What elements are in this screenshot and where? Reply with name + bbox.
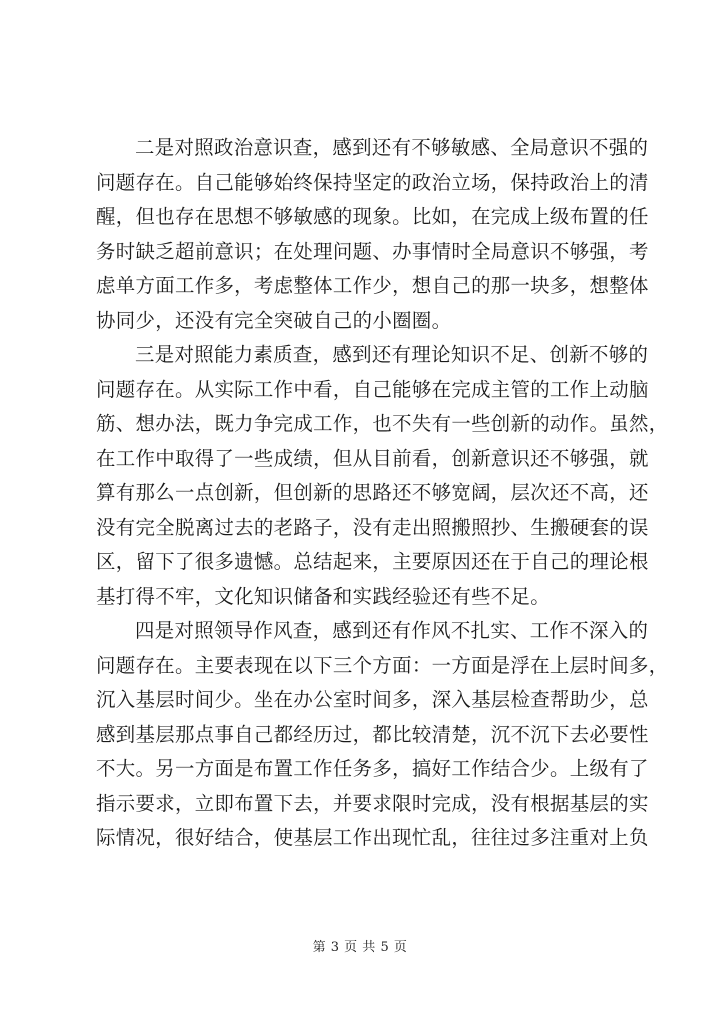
text-line: 问题存在。从实际工作中看，自己能够在完成主管的工作上动脑	[96, 377, 649, 401]
text-line: 问题存在。主要表现在以下三个方面：一方面是浮在上层时间多，	[96, 653, 669, 677]
text-line: 协同少，还没有完全突破自己的小圈圈。	[96, 308, 452, 332]
text-line: 指示要求，立即布置下去，并要求限时完成，没有根据基层的实	[96, 791, 649, 815]
paragraph-ability-quality	[96, 338, 669, 614]
paragraph-political-awareness	[96, 131, 649, 338]
page-number-footer: 第 3 页 共 5 页	[312, 940, 408, 955]
text-line: 感到基层那点事自己都经历过，都比较清楚，沉不沉下去必要性	[96, 722, 649, 746]
text-line: 筋、想办法，既力争完成工作，也不失有一些创新的动作。虽然，	[96, 412, 669, 435]
text-line: 在工作中取得了一些成绩，但从目前看，创新意识还不够强，就	[96, 446, 649, 470]
text-line: 际情况，很好结合，使基层工作出现忙乱，往往过多注重对上负	[96, 826, 649, 849]
text-line: 四是对照领导作风查，感到还有作风不扎实、工作不深入的	[135, 619, 649, 642]
document-body	[96, 131, 669, 856]
text-line: 务时缺乏超前意识；在处理问题、办事情时全局意识不够强，考	[96, 239, 649, 263]
text-line: 醒，但也存在思想不够敏感的现象。比如，在完成上级布置的任	[96, 205, 649, 228]
text-line: 没有完全脱离过去的老路子，没有走出照搬照抄、生搬硬套的误	[96, 515, 649, 539]
text-line: 不大。另一方面是布置工作任务多，搞好工作结合少。上级有了	[96, 757, 649, 780]
text-line: 问题存在。自己能够始终保持坚定的政治立场，保持政治上的清	[96, 170, 649, 194]
text-line: 虑单方面工作多，考虑整体工作少，想自己的那一块多，想整体	[96, 274, 649, 297]
text-line: 二是对照政治意识查，感到还有不够敏感、全局意识不强的	[135, 136, 649, 159]
text-line: 沉入基层时间少。坐在办公室时间多，深入基层检查帮助少，总	[96, 688, 649, 711]
text-line: 三是对照能力素质查，感到还有理论知识不足、创新不够的	[135, 343, 649, 366]
paragraph-leadership-style	[96, 614, 669, 856]
text-line: 算有那么一点创新，但创新的思路还不够宽阔，层次还不高，还	[96, 481, 649, 504]
text-line: 区，留下了很多遗憾。总结起来，主要原因还在于自己的理论根	[96, 550, 649, 573]
text-line: 基打得不牢，文化知识储备和实践经验还有些不足。	[96, 584, 551, 608]
